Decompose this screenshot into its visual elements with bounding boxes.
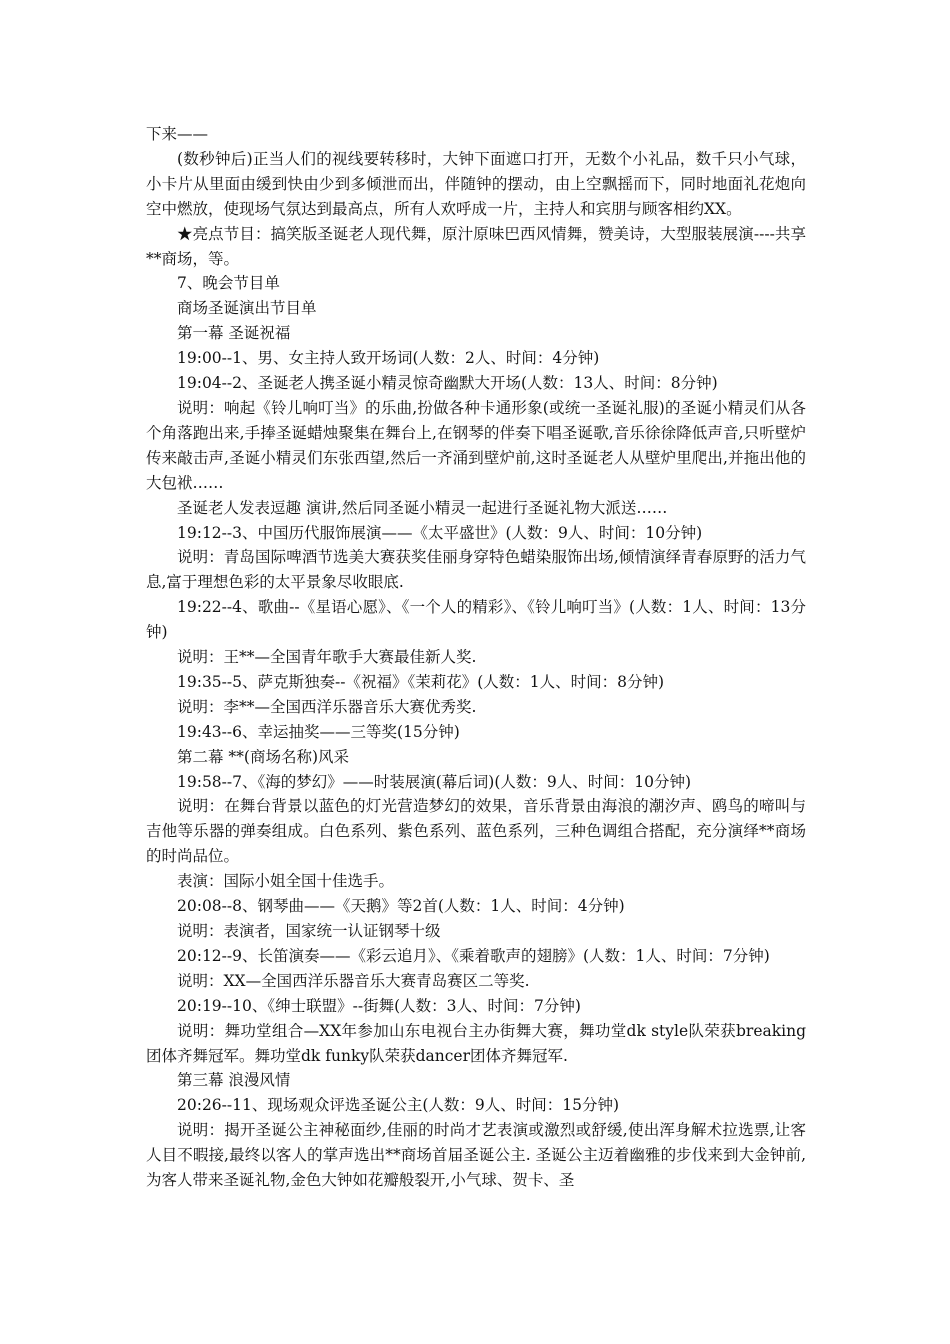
paragraph-14: 说明：王**—全国青年歌手大赛最佳新人奖. <box>177 648 477 667</box>
paragraph-3: ★亮点节目：搞笑版圣诞老人现代舞，原汁原味巴西风情舞，赞美诗，大型服装展演----共享**商场，等。 <box>146 224 806 268</box>
paragraph-24: 20:12--9、长笛演奏——《彩云追月》、《乘着歌声的翅膀》(人数：1人、时间：7分钟) <box>177 946 770 965</box>
paragraph-27: 说明：舞功堂组合—XX年参加山东电视台主办街舞大赛，舞功堂dk style队荣获breaking团体齐舞冠军。舞功堂dk funky队荣获dancer团体齐舞冠军. <box>146 1021 806 1065</box>
paragraph-25: 说明：XX—全国西洋乐器音乐大赛青岛赛区二等奖. <box>177 971 530 990</box>
paragraph-22: 20:08--8、钢琴曲——《天鹅》等2首(人数：1人、时间：4分钟) <box>177 897 625 916</box>
paragraph-6: 第一幕 圣诞祝福 <box>177 324 291 343</box>
paragraph-18: 第二幕 **(商场名称)风采 <box>177 747 350 766</box>
paragraph-26: 20:19--10、《绅士联盟》--街舞(人数：3人、时间：7分钟) <box>177 996 581 1015</box>
paragraph-16: 说明：李**—全国西洋乐器音乐大赛优秀奖. <box>177 697 477 716</box>
paragraph-20: 说明：在舞台背景以蓝色的灯光营造梦幻的效果，音乐背景由海浪的潮汐声、鸥鸟的啼叫与吉他等乐器的弹奏组成。白色系列、紫色系列、蓝色系列，三种色调组合搭配，充分演绎**商场的时尚品位。 <box>146 797 806 866</box>
paragraph-9: 说明：响起《铃儿响叮当》的乐曲,扮做各种卡通形象(或统一圣诞礼服)的圣诞小精灵们从各个角落跑出来,手捧圣诞蜡烛聚集在舞台上,在钢琴的伴奏下唱圣诞歌,音乐徐徐降低声音,只听壁炉传来敲击声,圣诞小精灵们东张西望,然后一齐涌到壁炉前,这时圣诞老人从壁炉里爬出,并拖出他的大包袱…… <box>146 398 806 492</box>
paragraph-13: 19:22--4、歌曲--《星语心愿》、《一个人的精彩》、《铃儿响叮当》(人数：1人、时间：13分钟) <box>146 598 806 642</box>
paragraph-12: 说明：青岛国际啤酒节选美大赛获奖佳丽身穿特色蜡染服饰出场,倾情演绎青春原野的活力气息,富于理想色彩的太平景象尽收眼底. <box>146 548 806 592</box>
paragraph-19: 19:58--7、《海的梦幻》——时装展演(幕后词)(人数：9人、时间：10分钟) <box>177 772 692 791</box>
paragraph-17: 19:43--6、幸运抽奖——三等奖(15分钟) <box>177 722 460 741</box>
paragraph-15: 19:35--5、萨克斯独奏--《祝福》《茉莉花》(人数：1人、时间：8分钟) <box>177 672 665 691</box>
paragraph-29: 20:26--11、现场观众评选圣诞公主(人数：9人、时间：15分钟) <box>177 1096 620 1115</box>
paragraph-1: 下来—— <box>146 125 209 143</box>
paragraph-8: 19:04--2、圣诞老人携圣诞小精灵惊奇幽默大开场(人数：13人、时间：8分钟) <box>177 374 718 393</box>
paragraph-10: 圣诞老人发表逗趣 演讲,然后同圣诞小精灵一起进行圣诞礼物大派送…… <box>177 498 668 517</box>
paragraph-28: 第三幕 浪漫风情 <box>177 1071 291 1090</box>
paragraph-11: 19:12--3、中国历代服饰展演——《太平盛世》(人数：9人、时间：10分钟) <box>177 523 703 542</box>
document-body <box>146 122 806 1193</box>
paragraph-21: 表演：国际小姐全国十佳选手。 <box>177 872 395 891</box>
paragraph-2: (数秒钟后)正当人们的视线要转移时，大钟下面遮口打开，无数个小礼品，数千只小气球，小卡片从里面由缓到快由少到多倾泄而出，伴随钟的摆动，由上空飘摇而下，同时地面礼花炮向空中燃放，使现场气氛达到最高点，所有人欢呼成一片，主持人和宾朋与顾客相约XX。 <box>146 149 806 218</box>
paragraph-4: 7、晚会节目单 <box>177 274 280 293</box>
paragraph-5: 商场圣诞演出节目单 <box>177 299 317 318</box>
paragraph-7: 19:00--1、男、女主持人致开场词(人数：2人、时间：4分钟) <box>177 349 600 368</box>
paragraph-30: 说明：揭开圣诞公主神秘面纱,佳丽的时尚才艺表演或激烈或舒缓,使出浑身解术拉选票,让客人目不暇接,最终以客人的掌声选出**商场首届圣诞公主. 圣诞公主迈着幽雅的步伐来到大金钟前,为客人带来圣诞礼物,金色大钟如花瓣般裂开,小气球、贺卡、圣 <box>146 1121 806 1190</box>
paragraph-23: 说明：表演者，国家统一认证钢琴十级 <box>177 922 441 940</box>
